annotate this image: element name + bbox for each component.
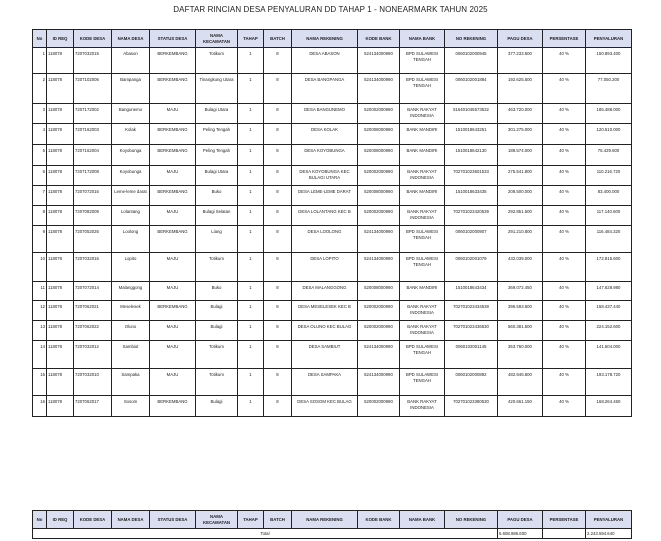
cell-nama-desa: Bangunemo [112, 104, 150, 124]
cell-status-desa: BERKEMBANG [150, 74, 196, 104]
cell-kode-desa: 7207062021 [74, 301, 112, 321]
column-header-kode-bank: KODE BANK [358, 30, 400, 48]
cell-nama-rekening: DESA KOLAK [292, 124, 358, 145]
table-row [33, 226, 632, 253]
column-header-nama-bank: NAMA BANK [400, 511, 445, 529]
cell-status-desa: MAJU [150, 206, 196, 226]
cell-nama-rekening: DESA LOOLONG [292, 226, 358, 253]
cell-kode-bank: 524134000990 [358, 226, 400, 253]
cell-id-req: 118078 [47, 341, 74, 369]
cell-nama-desa: Leme-leme darat [112, 186, 150, 206]
cell-nama-kecamatan: Bulagi [196, 321, 238, 341]
cell-penyaluran: 120.510.000 [586, 124, 632, 145]
cell-nama-kecamatan: Bulagi Utara [196, 166, 238, 186]
column-header-nama-desa: NAMA DESA [112, 511, 150, 529]
cell-kode-desa: 7207162004 [74, 145, 112, 166]
cell-no-rekening: 702701023434538 [445, 301, 498, 321]
column-header-pagu-desa: PAGU DESA [498, 511, 543, 529]
cell-nama-desa: Koyobunga [112, 145, 150, 166]
cell-nama-bank: BPD SULAWESI TENGAH [400, 48, 445, 74]
cell-pagu-desa: 301.275.000 [498, 124, 543, 145]
cell-batch: 8 [264, 282, 292, 301]
cell-penyaluran: 168.264.460 [586, 396, 632, 417]
column-header-nama-rekening: NAMA REKENING [292, 30, 358, 48]
column-header-tahap: TAHAP [238, 511, 264, 529]
cell-nama-rekening: DESA OLUNO KEC BULAG [292, 321, 358, 341]
cell-pagu-desa: 208.500.000 [498, 186, 543, 206]
cell-nama-kecamatan: Tinangkung Utara [196, 74, 238, 104]
cell-kode-desa: 7207032010 [74, 369, 112, 396]
cell-nama-desa: Sambiut [112, 341, 150, 369]
cell-pagu-desa: 396.593.600 [498, 301, 543, 321]
cell-no-rekening: 1510018633435 [445, 186, 498, 206]
cell-kode-desa: 7207062017 [74, 396, 112, 417]
column-header-penyaluran: PENYALURAN [586, 30, 632, 48]
cell-batch: 8 [264, 74, 292, 104]
cell-tahap: 1 [238, 301, 264, 321]
cell-kode-desa: 7207082009 [74, 206, 112, 226]
cell-batch: 8 [264, 166, 292, 186]
cell-nama-desa: Bampanga [112, 74, 150, 104]
cell-nama-kecamatan: Totikum [196, 253, 238, 282]
cell-id-req: 118078 [47, 206, 74, 226]
cell-nama-bank: BANK MANDIRI [400, 186, 445, 206]
cell-batch: 8 [264, 206, 292, 226]
cell-kode-desa: 7207072016 [74, 186, 112, 206]
cell-batch: 8 [264, 321, 292, 341]
column-header-id-req: ID REQ [47, 511, 74, 529]
total-table-header-row [33, 511, 632, 529]
cell-penyaluran: 158.437.440 [586, 301, 632, 321]
cell-kode-bank: 520002000990 [358, 301, 400, 321]
cell-persentase: 40 % [543, 124, 586, 145]
cell-nama-desa: Meselesek [112, 301, 150, 321]
cell-batch: 8 [264, 48, 292, 74]
cell-nama-kecamatan: Totikum [196, 341, 238, 369]
cell-persentase: 40 % [543, 104, 586, 124]
table-row [33, 301, 632, 321]
cell-no-rekening: 0060102000907 [445, 226, 498, 253]
table-row [33, 186, 632, 206]
cell-id-req: 118078 [47, 369, 74, 396]
cell-no-rekening: 702701023436530 [445, 321, 498, 341]
cell-kode-bank: 520002000990 [358, 321, 400, 341]
total-row [33, 529, 632, 539]
cell-nama-rekening: DESA BANGUNEMO [292, 104, 358, 124]
cell-persentase: 40 % [543, 226, 586, 253]
column-header-kode-desa: KODE DESA [74, 30, 112, 48]
cell-nama-rekening: DESA LEME-LEME DARAT [292, 186, 358, 206]
cell-status-desa: MAJU [150, 104, 196, 124]
cell-no: 1 [33, 48, 47, 74]
cell-penyaluran: 116.484.320 [586, 226, 632, 253]
cell-nama-bank: BANK RAKYAT INDONESIA [400, 321, 445, 341]
cell-batch: 8 [264, 226, 292, 253]
cell-no-rekening: 0060102001079 [445, 253, 498, 282]
cell-tahap: 1 [238, 166, 264, 186]
cell-nama-kecamatan: Liang [196, 226, 238, 253]
cell-pagu-desa: 353.760.000 [498, 341, 543, 369]
cell-no: 12 [33, 301, 47, 321]
cell-nama-desa: Oluno [112, 321, 150, 341]
cell-persentase: 40 % [543, 396, 586, 417]
cell-pagu-desa: 188.574.000 [498, 145, 543, 166]
cell-status-desa: MAJU [150, 282, 196, 301]
cell-kode-bank: 520008000990 [358, 186, 400, 206]
column-header-status-desa: STATUS DESA [150, 511, 196, 529]
cell-pagu-desa: 482.946.800 [498, 369, 543, 396]
cell-id-req: 118078 [47, 124, 74, 145]
cell-pagu-desa: 432.039.000 [498, 253, 543, 282]
cell-persentase: 40 % [543, 48, 586, 74]
column-header-no: No [33, 511, 47, 529]
cell-persentase: 40 % [543, 369, 586, 396]
cell-kode-desa: 7207032016 [74, 253, 112, 282]
cell-persentase: 40 % [543, 321, 586, 341]
cell-pagu-desa: 377.233.500 [498, 48, 543, 74]
cell-id-req: 118078 [47, 321, 74, 341]
table-row [33, 396, 632, 417]
cell-id-req: 118078 [47, 145, 74, 166]
total-penyaluran: 2.243.594.640 [586, 529, 632, 539]
cell-nama-desa: Sosom [112, 396, 150, 417]
cell-status-desa: BERKEMBANG [150, 301, 196, 321]
cell-nama-desa: Abason [112, 48, 150, 74]
table-row [33, 282, 632, 301]
cell-nama-bank: BPD SULAWESI TENGAH [400, 74, 445, 104]
cell-status-desa: BERKEMBANG [150, 48, 196, 74]
cell-no: 3 [33, 104, 47, 124]
cell-no-rekening: 702701023420539 [445, 206, 498, 226]
cell-status-desa: MAJU [150, 166, 196, 186]
cell-batch: 8 [264, 301, 292, 321]
cell-no: 15 [33, 369, 47, 396]
cell-nama-kecamatan: Bulagi Utara [196, 104, 238, 124]
cell-batch: 8 [264, 104, 292, 124]
cell-kode-desa: 7207052026 [74, 226, 112, 253]
column-header-nama-kecamatan: NAMA KECAMATAN [196, 30, 238, 48]
cell-nama-rekening: DESA LOPITO [292, 253, 358, 282]
cell-status-desa: MAJU [150, 341, 196, 369]
cell-batch: 8 [264, 369, 292, 396]
cell-batch: 8 [264, 186, 292, 206]
cell-nama-rekening: DESA KOYOBUNGA [292, 145, 358, 166]
cell-id-req: 118078 [47, 48, 74, 74]
cell-no: 2 [33, 74, 47, 104]
table-row [33, 104, 632, 124]
cell-no: 8 [33, 206, 47, 226]
cell-nama-desa: Sampaka [112, 369, 150, 396]
cell-persentase: 40 % [543, 206, 586, 226]
column-header-no-rekening: NO REKENING [445, 511, 498, 529]
cell-no-rekening: 0060102001884 [445, 74, 498, 104]
cell-kode-bank: 520002000990 [358, 396, 400, 417]
table-row [33, 166, 632, 186]
cell-no: 16 [33, 396, 47, 417]
cell-status-desa: MAJU [150, 253, 196, 282]
cell-id-req: 118078 [47, 282, 74, 301]
cell-nama-bank: BPD SULAWESI TENGAH [400, 253, 445, 282]
cell-nama-bank: BANK MANDIRI [400, 282, 445, 301]
cell-batch: 8 [264, 396, 292, 417]
column-header-nama-bank: NAMA BANK [400, 30, 445, 48]
column-header-nama-kecamatan: NAMA KECAMATAN [196, 511, 238, 529]
cell-status-desa: MAJU [150, 369, 196, 396]
cell-nama-bank: BPD SULAWESI TENGAH [400, 369, 445, 396]
cell-tahap: 1 [238, 226, 264, 253]
cell-kode-bank: 524134000990 [358, 253, 400, 282]
cell-no-rekening: 0060102001145 [445, 341, 498, 369]
cell-tahap: 1 [238, 48, 264, 74]
cell-no: 14 [33, 341, 47, 369]
cell-nama-rekening: DESA ABASON [292, 48, 358, 74]
cell-tahap: 1 [238, 396, 264, 417]
cell-pagu-desa: 369.072.450 [498, 282, 543, 301]
column-header-persentase: PERSENTASE [543, 511, 586, 529]
cell-tahap: 1 [238, 186, 264, 206]
cell-batch: 8 [264, 124, 292, 145]
cell-nama-desa: Malanggong [112, 282, 150, 301]
column-header-pagu-desa: PAGU DESA [498, 30, 543, 48]
cell-nama-kecamatan: Bulagi Selatan [196, 206, 238, 226]
cell-penyaluran: 83.400.000 [586, 186, 632, 206]
cell-nama-rekening: DESA LOLANTANG KEC B [292, 206, 358, 226]
cell-id-req: 118078 [47, 166, 74, 186]
cell-no: 6 [33, 166, 47, 186]
cell-status-desa: BERKEMBANG [150, 226, 196, 253]
cell-nama-rekening: DESA KOYOBUNGA KEC BULAGI UTARA [292, 166, 358, 186]
cell-nama-kecamatan: Totikum [196, 48, 238, 74]
cell-kode-desa: 7207062022 [74, 321, 112, 341]
cell-nama-rekening: DESA SOSOM KEC BULAG [292, 396, 358, 417]
cell-penyaluran: 117.140.600 [586, 206, 632, 226]
table-row [33, 124, 632, 145]
cell-pagu-desa: 463.720.000 [498, 104, 543, 124]
column-header-persentase: PERSENTASE [543, 30, 586, 48]
cell-nama-rekening: DESA SAMPAKA [292, 369, 358, 396]
cell-tahap: 1 [238, 104, 264, 124]
cell-nama-bank: BANK RAKYAT INDONESIA [400, 206, 445, 226]
cell-persentase: 40 % [543, 253, 586, 282]
column-header-status-desa: STATUS DESA [150, 30, 196, 48]
column-header-batch: BATCH [264, 30, 292, 48]
table-row [33, 253, 632, 282]
cell-penyaluran: 110.216.720 [586, 166, 632, 186]
cell-no-rekening: 702701023601533 [445, 166, 498, 186]
table-row [33, 341, 632, 369]
cell-no: 10 [33, 253, 47, 282]
column-header-batch: BATCH [264, 511, 292, 529]
cell-nama-kecamatan: Peling Tengah [196, 124, 238, 145]
cell-nama-rekening: DESA MALANGGONG [292, 282, 358, 301]
column-header-no: No [33, 30, 47, 48]
cell-nama-rekening: DESA SAMBIUT [292, 341, 358, 369]
cell-kode-desa: 7207172008 [74, 166, 112, 186]
cell-no-rekening: 0060102000945 [445, 48, 498, 74]
column-header-nama-rekening: NAMA REKENING [292, 511, 358, 529]
cell-batch: 8 [264, 341, 292, 369]
cell-tahap: 1 [238, 124, 264, 145]
cell-id-req: 118078 [47, 301, 74, 321]
cell-nama-desa: Kolak [112, 124, 150, 145]
cell-nama-desa: Lopito [112, 253, 150, 282]
column-header-kode-desa: KODE DESA [74, 511, 112, 529]
column-header-id-req: ID REQ [47, 30, 74, 48]
cell-kode-bank: 524134000990 [358, 369, 400, 396]
cell-persentase: 40 % [543, 74, 586, 104]
column-header-penyaluran: PENYALURAN [586, 511, 632, 529]
cell-tahap: 1 [238, 74, 264, 104]
cell-penyaluran: 75.429.600 [586, 145, 632, 166]
cell-nama-bank: BPD SULAWESI TENGAH [400, 341, 445, 369]
table-row [33, 48, 632, 74]
cell-nama-bank: BANK RAKYAT INDONESIA [400, 166, 445, 186]
cell-kode-desa: 7207032015 [74, 48, 112, 74]
cell-tahap: 1 [238, 253, 264, 282]
cell-pagu-desa: 275.541.800 [498, 166, 543, 186]
cell-nama-desa: Loolong [112, 226, 150, 253]
cell-penyaluran: 193.178.720 [586, 369, 632, 396]
cell-no: 9 [33, 226, 47, 253]
cell-no-rekening: 702701023380530 [445, 396, 498, 417]
cell-pagu-desa: 192.625.500 [498, 74, 543, 104]
cell-no-rekening: 1510018642130 [445, 145, 498, 166]
table-row [33, 369, 632, 396]
cell-kode-desa: 7207032012 [74, 341, 112, 369]
cell-kode-desa: 7207172002 [74, 104, 112, 124]
cell-nama-desa: Koyobunga [112, 166, 150, 186]
cell-nama-bank: BANK RAKYAT INDONESIA [400, 396, 445, 417]
cell-kode-desa: 7207072014 [74, 282, 112, 301]
total-persentase [543, 529, 586, 539]
column-header-nama-desa: NAMA DESA [112, 30, 150, 48]
cell-kode-bank: 520008000990 [358, 282, 400, 301]
cell-kode-bank: 520002000990 [358, 206, 400, 226]
cell-persentase: 40 % [543, 341, 586, 369]
cell-nama-bank: BANK MANDIRI [400, 124, 445, 145]
cell-persentase: 40 % [543, 301, 586, 321]
cell-nama-kecamatan: Bulagi [196, 301, 238, 321]
cell-nama-rekening: DESA BANGPANGA [292, 74, 358, 104]
cell-tahap: 1 [238, 145, 264, 166]
cell-nama-bank: BPD SULAWESI TENGAH [400, 226, 445, 253]
cell-pagu-desa: 560.381.500 [498, 321, 543, 341]
table-row [33, 74, 632, 104]
table-row [33, 321, 632, 341]
cell-tahap: 1 [238, 341, 264, 369]
cell-status-desa: BERKEMBANG [150, 124, 196, 145]
cell-penyaluran: 150.893.400 [586, 48, 632, 74]
cell-no: 5 [33, 145, 47, 166]
cell-id-req: 118078 [47, 226, 74, 253]
cell-penyaluran: 172.815.600 [586, 253, 632, 282]
document-title: DAFTAR RINCIAN DESA PENYALURAN DD TAHAP 1 - NONEARMARK TAHUN 2025 [173, 5, 488, 14]
cell-nama-kecamatan: Bulagi [196, 396, 238, 417]
cell-batch: 8 [264, 145, 292, 166]
cell-kode-bank: 520002000990 [358, 104, 400, 124]
cell-no-rekening: 516401045573532 [445, 104, 498, 124]
cell-id-req: 118078 [47, 396, 74, 417]
cell-penyaluran: 141.504.000 [586, 341, 632, 369]
cell-nama-rekening: DESA MESELESEK KEC B [292, 301, 358, 321]
cell-nama-kecamatan: Buko [196, 282, 238, 301]
table-row [33, 145, 632, 166]
cell-tahap: 1 [238, 282, 264, 301]
cell-status-desa: BERKEMBANG [150, 145, 196, 166]
cell-id-req: 118078 [47, 186, 74, 206]
cell-nama-desa: Lolantang [112, 206, 150, 226]
cell-status-desa: MAJU [150, 321, 196, 341]
cell-tahap: 1 [238, 206, 264, 226]
column-header-kode-bank: KODE BANK [358, 511, 400, 529]
cell-no-rekening: 1510018643251 [445, 124, 498, 145]
cell-kode-bank: 524134000990 [358, 341, 400, 369]
cell-penyaluran: 224.152.600 [586, 321, 632, 341]
village-disbursement-table [32, 29, 632, 417]
total-table [32, 510, 632, 539]
cell-penyaluran: 185.488.000 [586, 104, 632, 124]
cell-pagu-desa: 292.851.500 [498, 206, 543, 226]
table-row [33, 206, 632, 226]
cell-persentase: 40 % [543, 145, 586, 166]
cell-no: 13 [33, 321, 47, 341]
column-header-no-rekening: NO REKENING [445, 30, 498, 48]
cell-id-req: 118078 [47, 74, 74, 104]
cell-persentase: 40 % [543, 166, 586, 186]
cell-no-rekening: 1510018643434 [445, 282, 498, 301]
cell-kode-bank: 520002000990 [358, 166, 400, 186]
cell-persentase: 40 % [543, 282, 586, 301]
cell-nama-bank: BANK RAKYAT INDONESIA [400, 104, 445, 124]
cell-kode-desa: 7207102006 [74, 74, 112, 104]
cell-tahap: 1 [238, 321, 264, 341]
cell-tahap: 1 [238, 369, 264, 396]
cell-status-desa: BERKEMBANG [150, 396, 196, 417]
cell-kode-bank: 520008000990 [358, 145, 400, 166]
total-pagu-desa: 5.608.986.600 [498, 529, 543, 539]
cell-id-req: 118078 [47, 104, 74, 124]
cell-penyaluran: 77.050.200 [586, 74, 632, 104]
cell-no-rekening: 0060102000892 [445, 369, 498, 396]
total-label: Total [33, 529, 498, 539]
cell-kode-desa: 7207162003 [74, 124, 112, 145]
cell-penyaluran: 147.628.980 [586, 282, 632, 301]
cell-persentase: 40 % [543, 186, 586, 206]
cell-batch: 8 [264, 253, 292, 282]
cell-no: 7 [33, 186, 47, 206]
cell-kode-bank: 524134000990 [358, 48, 400, 74]
cell-nama-bank: BANK RAKYAT INDONESIA [400, 301, 445, 321]
cell-no: 4 [33, 124, 47, 145]
cell-no: 11 [33, 282, 47, 301]
cell-nama-kecamatan: Buko [196, 186, 238, 206]
table-header-row [33, 30, 632, 48]
cell-nama-bank: BANK MANDIRI [400, 145, 445, 166]
cell-pagu-desa: 291.210.800 [498, 226, 543, 253]
cell-status-desa: BERKEMBANG [150, 186, 196, 206]
cell-pagu-desa: 420.661.150 [498, 396, 543, 417]
column-header-tahap: TAHAP [238, 30, 264, 48]
cell-nama-kecamatan: Totikum [196, 369, 238, 396]
cell-id-req: 118078 [47, 253, 74, 282]
cell-kode-bank: 524134000990 [358, 74, 400, 104]
cell-nama-kecamatan: Peling Tengah [196, 145, 238, 166]
cell-kode-bank: 520008000990 [358, 124, 400, 145]
